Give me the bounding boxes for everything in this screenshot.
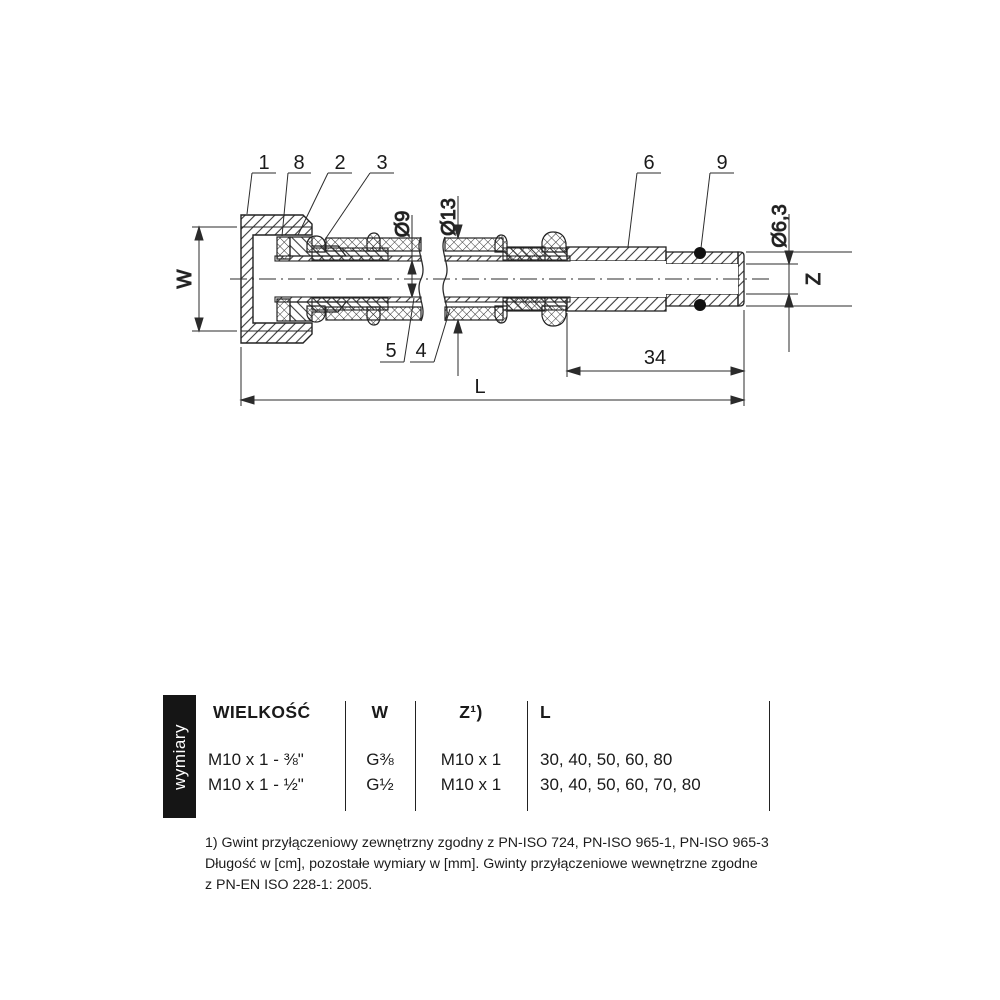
svg-text:9: 9 [716,152,728,174]
dim-z-label: Z [803,272,825,286]
col-header-wielkosc: WIELKOŚĆ [213,702,311,722]
dim-w [174,227,237,331]
dim-34 [567,310,744,406]
table-side-tab-label: wymiary [169,723,189,790]
table-side-tab [163,695,196,818]
table-row-cell: G½ [366,775,394,794]
table-row-cell: 30, 40, 50, 60, 80 [540,750,673,769]
table-row-cell: M10 x 1 - ½" [208,775,304,794]
svg-text:2: 2 [334,152,346,174]
callout-1 [247,152,276,214]
dim-l [241,347,744,406]
dim-d13-label: Ø13 [438,198,460,236]
table-row-cell: 30, 40, 50, 60, 70, 80 [540,775,701,794]
svg-text:5: 5 [385,340,397,362]
footnote-line-2: Długość w [cm], pozostałe wymiary w [mm]. Gwinty przyłączeniowe wewnętrzne zgodne [205,856,758,872]
col-header-z: Z¹) [459,702,483,722]
table-row-cell: M10 x 1 [440,750,502,769]
dim-d63-label: Ø6,3 [769,204,791,248]
table-row-cell: G⅜ [366,750,394,769]
dim-d9-label: Ø9 [392,210,414,238]
table-row-cell: M10 x 1 [440,775,502,794]
callout-9 [701,152,734,248]
svg-text:3: 3 [376,152,388,174]
svg-text:6: 6 [643,152,655,174]
footnote [205,833,780,896]
footnote-line-3: z PN-EN ISO 228-1: 2005. [205,877,373,893]
col-header-l: L [540,702,552,722]
svg-text:1: 1 [258,152,270,174]
dimensions-table [163,695,770,818]
svg-text:4: 4 [415,340,427,362]
dim-w-label: W [174,269,196,289]
dim-34-label: 34 [643,347,667,369]
table-row-cell: M10 x 1 - ⅜" [208,750,304,769]
footnote-line-1: 1) Gwint przyłączeniowy zewnętrzny zgodny z PN-ISO 724, PN-ISO 965-1, PN-ISO 965-3 [205,835,769,851]
table-divider-3 [527,701,528,811]
col-header-w: W [371,702,389,722]
svg-text:8: 8 [293,152,305,174]
dim-d63-z [746,204,852,352]
callout-6 [628,152,661,247]
table-divider-4 [769,701,770,811]
dim-l-label: L [474,376,486,398]
